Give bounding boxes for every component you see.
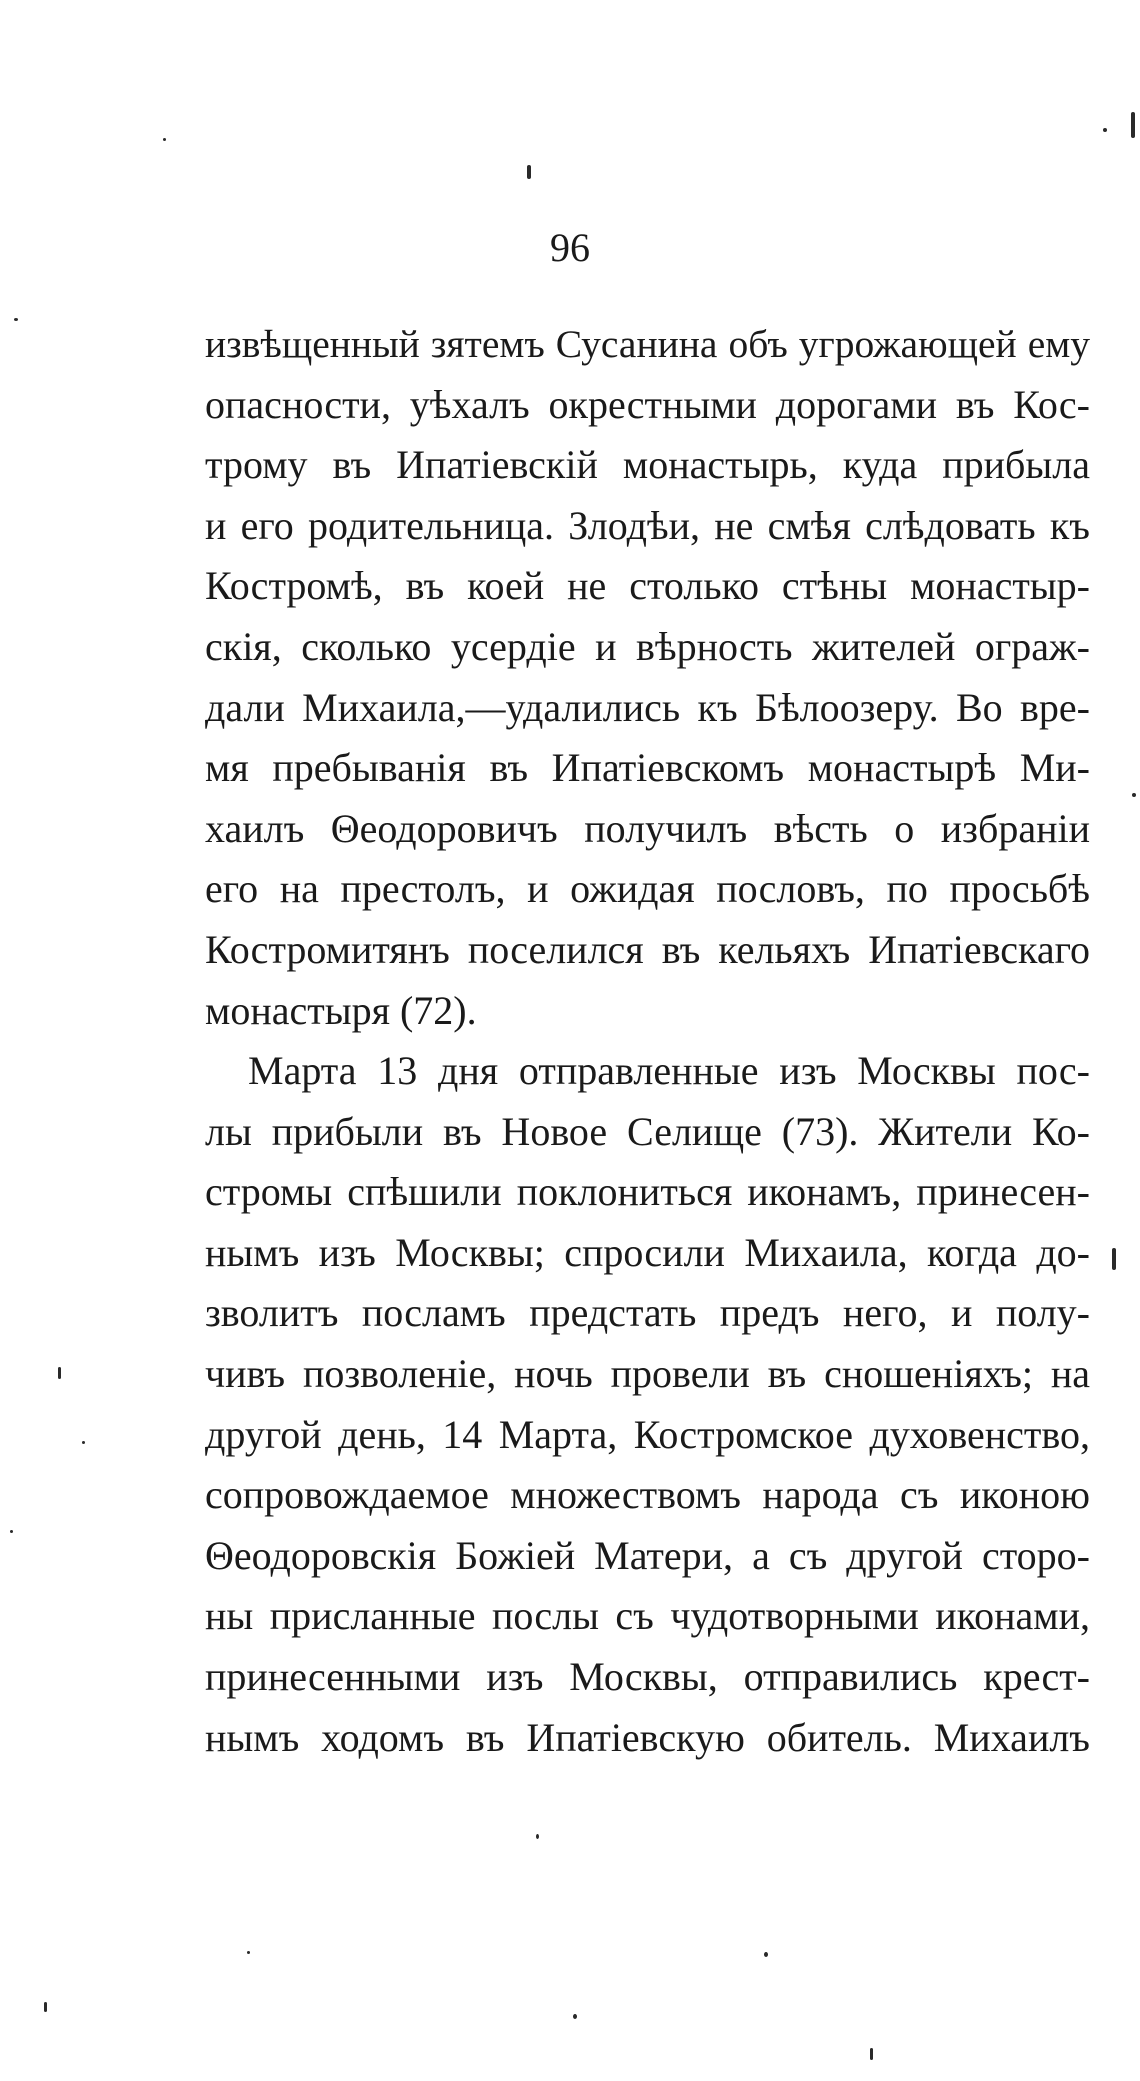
scan-speck [870, 2048, 873, 2060]
scan-speck [1103, 128, 1107, 132]
scan-speck [58, 1367, 61, 1379]
text-line: нымъ ходомъ въ Ипатiевскую обитель. Михаилъ [205, 1714, 1090, 1760]
scan-speck [247, 1951, 250, 1954]
text-line: нымъ изъ Москвы; спросили Михаила, когда до- [205, 1229, 1090, 1275]
text-line: стромы спѣшили поклониться иконамъ, принесен- [205, 1169, 1090, 1215]
text-line: другой день, 14 Марта, Костромское духовенство, [205, 1411, 1090, 1457]
text-line: Костромѣ, въ коей не столько стѣны монастыр- [205, 563, 1090, 609]
text-line: монастыря (72). [205, 987, 477, 1033]
text-line: зволитъ посламъ предстать предъ него, и полу- [205, 1290, 1090, 1336]
text-line: Θеодоровскiя Божiей Матери, а съ другой сторо- [205, 1532, 1090, 1578]
text-line: опасности, уѣхалъ окрестными дорогами въ Кос- [205, 381, 1090, 427]
text-line: Марта 13 дня отправленные изъ Москвы пос- [248, 1048, 1090, 1093]
paragraph-2 [205, 1041, 1090, 1768]
scan-speck [1132, 793, 1136, 797]
text-line: Костромитянъ поселился въ кельяхъ Ипатiевскаго [205, 926, 1090, 972]
scan-speck [10, 1530, 13, 1533]
scan-speck [82, 1441, 85, 1444]
text-line: и его родительница. Злодѣи, не смѣя слѣдовать къ [205, 502, 1090, 548]
text-line: мя пребыванiя въ Ипатiевскомъ монастырѣ Ми- [205, 745, 1090, 791]
text-line: принесенными изъ Москвы, отправились крест- [205, 1653, 1090, 1699]
text-line: дали Михаила,—удалились къ Бѣлоозеру. Во вре- [205, 684, 1090, 730]
text-line: ны присланные послы съ чудотворными иконами, [205, 1593, 1090, 1639]
scan-speck [536, 1834, 539, 1839]
scan-speck [1112, 1248, 1116, 1270]
page-number: 96 [550, 225, 590, 270]
text-line: хаилъ Θеодоровичъ получилъ вѣсть о избранiи [205, 805, 1090, 851]
scan-speck [764, 1952, 768, 1957]
text-line: сопровождаемое множествомъ народа съ иконою [205, 1472, 1090, 1518]
text-line: трому въ Ипатiевскiй монастырь, куда прибыла [205, 442, 1090, 488]
scan-speck [44, 2002, 47, 2012]
text-line: скiя, сколько усердiе и вѣрность жителей ограж- [205, 623, 1090, 669]
text-line: извѣщенный зятемъ Сусанина объ угрожающей ему [205, 322, 1090, 366]
text-line: его на престолъ, и ожидая пословъ, по просьбѣ [205, 866, 1090, 912]
text-line: лы прибыли въ Новое Селище (73). Жители Ко- [205, 1108, 1090, 1154]
scan-speck [527, 165, 531, 179]
paragraph-1 [205, 314, 1090, 1041]
scan-speck [163, 138, 166, 141]
scan-speck [14, 318, 18, 321]
scan-speck [573, 2014, 577, 2019]
scan-speck [1131, 112, 1135, 138]
text-line: чивъ позволенiе, ночь провели въ сношенiяхъ; на [205, 1350, 1090, 1396]
